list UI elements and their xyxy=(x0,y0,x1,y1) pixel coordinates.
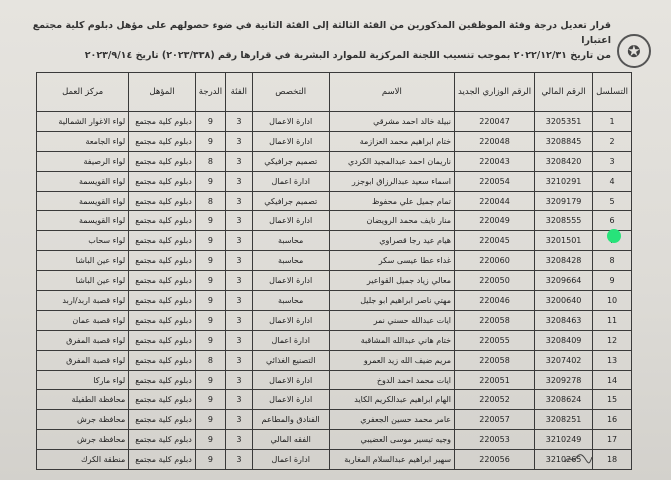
cell-degree: 9 xyxy=(195,211,225,231)
cell-category: 3 xyxy=(226,271,253,291)
cell-degree: 9 xyxy=(195,131,225,151)
cell-financial-number: 3208420 xyxy=(535,151,593,171)
header-line-2: من تاريخ ٢٠٢٢/١٢/٣١ بموجب تنسيب اللجنة المركزية للموارد البشرية في قرارها رقم (٢٠٢٣/٣٣٨) تاريخ ٢٠٢٣/٩/١٤ xyxy=(84,50,611,61)
cell-name: الهام ابراهيم عبدالكريم الكايد xyxy=(329,390,454,410)
cell-degree: 9 xyxy=(195,430,225,450)
cell-ministry-number: 220049 xyxy=(455,211,535,231)
table-row xyxy=(37,251,632,271)
cell-financial-number: 3209179 xyxy=(535,191,593,211)
cell-serial: 5 xyxy=(593,191,632,211)
cell-work-center: لواء قصبة المفرق xyxy=(37,330,129,350)
cell-work-center: لواء سحاب xyxy=(37,231,129,251)
cell-degree: 8 xyxy=(195,350,225,370)
cell-work-center: لواء قصبة عمان xyxy=(37,310,129,330)
cell-specialty: ادارة الاعمال xyxy=(252,271,329,291)
cell-category: 3 xyxy=(226,450,253,470)
cell-financial-number: 3210249 xyxy=(535,430,593,450)
cell-ministry-number: 220056 xyxy=(455,450,535,470)
cell-specialty: الفنادق والمطاعم xyxy=(252,410,329,430)
cell-serial: 3 xyxy=(593,151,632,171)
header-row xyxy=(37,73,632,112)
cell-financial-number: 3208428 xyxy=(535,251,593,271)
cursor-dot-icon xyxy=(607,229,621,243)
cell-specialty: ادارة الاعمال xyxy=(252,310,329,330)
cell-qualification: دبلوم كلية مجتمع xyxy=(129,231,196,251)
table-row xyxy=(37,450,632,470)
cell-serial: 13 xyxy=(593,350,632,370)
cell-specialty: تصميم جرافيكي xyxy=(252,151,329,171)
cell-specialty: ادارة اعمال xyxy=(252,450,329,470)
cell-degree: 9 xyxy=(195,271,225,291)
cell-category: 3 xyxy=(226,251,253,271)
cell-financial-number: 3208624 xyxy=(535,390,593,410)
cell-category: 3 xyxy=(226,291,253,311)
table-row xyxy=(37,370,632,390)
cell-category: 3 xyxy=(226,191,253,211)
employees-table xyxy=(36,72,632,470)
cell-specialty: ادارة الاعمال xyxy=(252,131,329,151)
cell-ministry-number: 220048 xyxy=(455,131,535,151)
cell-qualification: دبلوم كلية مجتمع xyxy=(129,430,196,450)
cell-work-center: لواء الجامعة xyxy=(37,131,129,151)
cell-financial-number: 3209278 xyxy=(535,370,593,390)
cell-work-center: محافظة الطفيلة xyxy=(37,390,129,410)
cell-serial: 12 xyxy=(593,330,632,350)
cell-financial-number: 3209664 xyxy=(535,271,593,291)
cell-ministry-number: 220055 xyxy=(455,330,535,350)
cell-category: 3 xyxy=(226,390,253,410)
cell-financial-number: 3208845 xyxy=(535,131,593,151)
cell-name: نبيلة خالد احمد مشرقي xyxy=(329,112,454,132)
table-header xyxy=(37,73,632,112)
cell-financial-number: 3205351 xyxy=(535,112,593,132)
cell-work-center: لواء الاغوار الشمالية xyxy=(37,112,129,132)
cell-qualification: دبلوم كلية مجتمع xyxy=(129,151,196,171)
cell-name: ايات محمد احمد الدوخ xyxy=(329,370,454,390)
col-serial: التسلسل xyxy=(593,73,632,112)
cell-serial: 11 xyxy=(593,310,632,330)
cell-category: 3 xyxy=(226,410,253,430)
cell-ministry-number: 220045 xyxy=(455,231,535,251)
cell-name: ايات عبدالله حسني نمر xyxy=(329,310,454,330)
cell-qualification: دبلوم كلية مجتمع xyxy=(129,350,196,370)
col-category: الفئة xyxy=(226,73,253,112)
table-body xyxy=(37,112,632,470)
table-row xyxy=(37,211,632,231)
cell-work-center: لواء عين الباشا xyxy=(37,251,129,271)
cell-specialty: التصنيع الغذائي xyxy=(252,350,329,370)
cell-work-center: لواء ماركا xyxy=(37,370,129,390)
cell-work-center: لواء عين الباشا xyxy=(37,271,129,291)
cell-name: غداء عطا عيسى سكر xyxy=(329,251,454,271)
cell-category: 3 xyxy=(226,330,253,350)
cell-specialty: ادارة اعمال xyxy=(252,330,329,350)
cell-specialty: محاسبة xyxy=(252,291,329,311)
table-row xyxy=(37,112,632,132)
cell-financial-number: 3207402 xyxy=(535,350,593,370)
cell-name: ختام هاني عبدالله المشاقبة xyxy=(329,330,454,350)
col-financial-number: الرقم المالي xyxy=(535,73,593,112)
cell-name: تمام جميل علي محفوظ xyxy=(329,191,454,211)
table-row xyxy=(37,171,632,191)
cell-name: عامر محمد حسين الجعفري xyxy=(329,410,454,430)
cell-degree: 9 xyxy=(195,251,225,271)
cell-financial-number: 3208251 xyxy=(535,410,593,430)
cell-work-center: لواء قصبة اربد/اربد xyxy=(37,291,129,311)
cell-specialty: محاسبة xyxy=(252,251,329,271)
cell-serial: 1 xyxy=(593,112,632,132)
cell-specialty: ادارة الاعمال xyxy=(252,112,329,132)
cell-name: مهتي ناصر ابراهيم ابو جليل xyxy=(329,291,454,311)
cell-name: هيام عيد رجا قصراوي xyxy=(329,231,454,251)
cell-specialty: تصميم جرافيكي xyxy=(252,191,329,211)
cell-category: 3 xyxy=(226,211,253,231)
cell-serial: 16 xyxy=(593,410,632,430)
cell-serial: 17 xyxy=(593,430,632,450)
cell-ministry-number: 220044 xyxy=(455,191,535,211)
cell-specialty: الفقه المالي xyxy=(252,430,329,450)
cell-qualification: دبلوم كلية مجتمع xyxy=(129,251,196,271)
cell-qualification: دبلوم كلية مجتمع xyxy=(129,390,196,410)
cell-category: 3 xyxy=(226,310,253,330)
cell-qualification: دبلوم كلية مجتمع xyxy=(129,310,196,330)
cell-category: 3 xyxy=(226,350,253,370)
cell-name: منار نايف محمد الرويضان xyxy=(329,211,454,231)
col-name: الاسم xyxy=(329,73,454,112)
cell-qualification: دبلوم كلية مجتمع xyxy=(129,271,196,291)
cell-degree: 9 xyxy=(195,370,225,390)
cell-specialty: ادارة اعمال xyxy=(252,171,329,191)
cell-specialty: ادارة الاعمال xyxy=(252,390,329,410)
cell-qualification: دبلوم كلية مجتمع xyxy=(129,410,196,430)
col-degree: الدرجة xyxy=(195,73,225,112)
cell-specialty: محاسبة xyxy=(252,231,329,251)
cell-serial: 9 xyxy=(593,271,632,291)
cell-degree: 8 xyxy=(195,191,225,211)
cell-degree: 9 xyxy=(195,231,225,251)
cell-name: ناريمان احمد عبدالمجيد الكردي xyxy=(329,151,454,171)
col-qualification: المؤهل xyxy=(129,73,196,112)
cell-financial-number: 3208555 xyxy=(535,211,593,231)
cell-ministry-number: 220047 xyxy=(455,112,535,132)
cell-work-center: لواء قصبة المفرق xyxy=(37,350,129,370)
table-row xyxy=(37,131,632,151)
cell-ministry-number: 220050 xyxy=(455,271,535,291)
table-row xyxy=(37,310,632,330)
cell-ministry-number: 220046 xyxy=(455,291,535,311)
table-row xyxy=(37,191,632,211)
cell-category: 3 xyxy=(226,131,253,151)
cell-work-center: لواء الرصيفة xyxy=(37,151,129,171)
cell-financial-number: 3200640 xyxy=(535,291,593,311)
cell-serial: 6 xyxy=(593,211,632,231)
table-row xyxy=(37,330,632,350)
cell-serial: 10 xyxy=(593,291,632,311)
cell-name: مريم ضيف الله زيد العمرو xyxy=(329,350,454,370)
cell-degree: 9 xyxy=(195,171,225,191)
cell-degree: 8 xyxy=(195,151,225,171)
cell-degree: 9 xyxy=(195,390,225,410)
cell-specialty: ادارة الاعمال xyxy=(252,211,329,231)
cell-serial: 4 xyxy=(593,171,632,191)
cell-degree: 9 xyxy=(195,330,225,350)
cell-financial-number: 3210265 xyxy=(535,450,593,470)
cell-ministry-number: 220052 xyxy=(455,390,535,410)
cell-qualification: دبلوم كلية مجتمع xyxy=(129,291,196,311)
cell-qualification: دبلوم كلية مجتمع xyxy=(129,211,196,231)
cell-ministry-number: 220054 xyxy=(455,171,535,191)
cell-name: ختام ابراهيم محمد العزازمة xyxy=(329,131,454,151)
cell-ministry-number: 220057 xyxy=(455,410,535,430)
cell-specialty: ادارة الاعمال xyxy=(252,370,329,390)
cell-degree: 9 xyxy=(195,410,225,430)
cell-degree: 9 xyxy=(195,450,225,470)
cell-work-center: محافظة جرش xyxy=(37,410,129,430)
cell-serial: 15 xyxy=(593,390,632,410)
col-ministry-number: الرقم الوزاري الجديد xyxy=(455,73,535,112)
cell-qualification: دبلوم كلية مجتمع xyxy=(129,171,196,191)
cell-degree: 9 xyxy=(195,112,225,132)
cell-qualification: دبلوم كلية مجتمع xyxy=(129,191,196,211)
table-row xyxy=(37,390,632,410)
cell-financial-number: 3208409 xyxy=(535,330,593,350)
cell-name: سهير ابراهيم عبدالسلام المغاربة xyxy=(329,450,454,470)
cell-category: 3 xyxy=(226,430,253,450)
cell-financial-number: 3210291 xyxy=(535,171,593,191)
table-row xyxy=(37,410,632,430)
col-specialty: التخصص xyxy=(252,73,329,112)
cell-serial: 2 xyxy=(593,131,632,151)
cell-category: 3 xyxy=(226,151,253,171)
cell-qualification: دبلوم كلية مجتمع xyxy=(129,450,196,470)
signature-icon xyxy=(563,452,593,466)
col-work-center: مركز العمل xyxy=(37,73,129,112)
table-row xyxy=(37,291,632,311)
cell-serial: 14 xyxy=(593,370,632,390)
table-row xyxy=(37,350,632,370)
cell-ministry-number: 220060 xyxy=(455,251,535,271)
cell-work-center: لواء القويسمة xyxy=(37,171,129,191)
cell-work-center: لواء القويسمة xyxy=(37,211,129,231)
cell-qualification: دبلوم كلية مجتمع xyxy=(129,131,196,151)
cell-work-center: محافظة جرش xyxy=(37,430,129,450)
cell-category: 3 xyxy=(226,171,253,191)
cell-serial: 18 xyxy=(593,450,632,470)
cell-financial-number: 3208463 xyxy=(535,310,593,330)
cell-category: 3 xyxy=(226,370,253,390)
cell-work-center: منطقة الكرك xyxy=(37,450,129,470)
cell-ministry-number: 220058 xyxy=(455,350,535,370)
cell-ministry-number: 220053 xyxy=(455,430,535,450)
table-row xyxy=(37,271,632,291)
cell-category: 3 xyxy=(226,112,253,132)
cell-degree: 9 xyxy=(195,291,225,311)
cell-name: اسماء سعيد عبدالرزاق ابوجزر xyxy=(329,171,454,191)
cell-name: معالي زياد جميل القواعير xyxy=(329,271,454,291)
table-row xyxy=(37,231,632,251)
table-row xyxy=(37,151,632,171)
cell-category: 3 xyxy=(226,231,253,251)
cell-qualification: دبلوم كلية مجتمع xyxy=(129,330,196,350)
cell-financial-number: 3201501 xyxy=(535,231,593,251)
cell-ministry-number: 220051 xyxy=(455,370,535,390)
document-header xyxy=(28,18,611,63)
table-row xyxy=(37,430,632,450)
header-line-1: قرار تعديل درجة وفئة الموظفين المذكورين من الفئة الثالثة إلى الفئة الثانية في ضوء حصولهم على مؤهل دبلوم كلية مجتمع اعتبارا xyxy=(32,20,611,46)
cell-qualification: دبلوم كلية مجتمع xyxy=(129,112,196,132)
jordan-crest-icon: ✪ xyxy=(617,34,651,68)
cell-qualification: دبلوم كلية مجتمع xyxy=(129,370,196,390)
cell-ministry-number: 220058 xyxy=(455,310,535,330)
cell-name: وجيه تيسير موسى العضيبي xyxy=(329,430,454,450)
cell-degree: 9 xyxy=(195,310,225,330)
cell-ministry-number: 220043 xyxy=(455,151,535,171)
cell-work-center: لواء القويسمة xyxy=(37,191,129,211)
cell-serial: 8 xyxy=(593,251,632,271)
